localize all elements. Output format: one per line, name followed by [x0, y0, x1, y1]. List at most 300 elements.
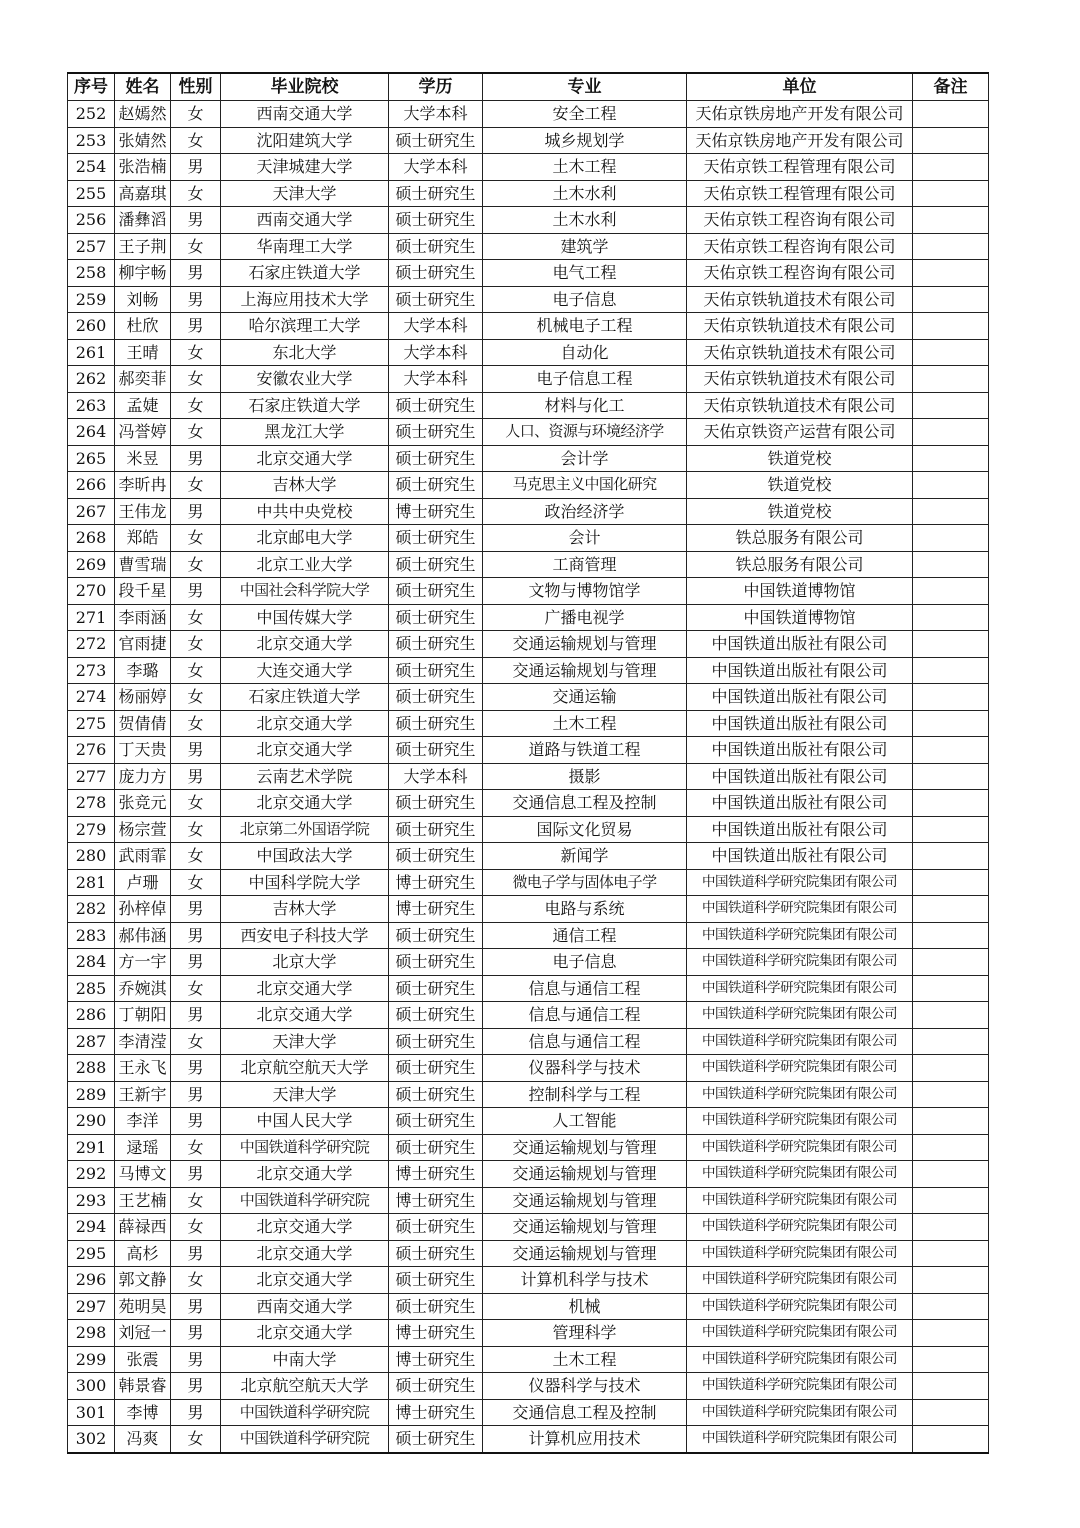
degree-cell: 硕士研究生: [389, 975, 483, 1002]
school-cell: 北京交通大学: [221, 445, 389, 472]
unit-cell: 中国铁道科学研究院集团有限公司: [687, 1028, 913, 1055]
school-cell: 北京交通大学: [221, 1267, 389, 1294]
major-cell: 电子信息工程: [483, 366, 687, 393]
major-cell: 机械: [483, 1293, 687, 1320]
degree-cell: 硕士研究生: [389, 684, 483, 711]
unit-cell: 天佑京铁轨道技术有限公司: [687, 366, 913, 393]
unit-cell: 中国铁道科学研究院集团有限公司: [687, 1081, 913, 1108]
seq-cell: 288: [68, 1055, 115, 1082]
unit-cell: 中国铁道科学研究院集团有限公司: [687, 869, 913, 896]
gender-cell: 女: [171, 551, 221, 578]
table-row: [68, 101, 989, 128]
remark-cell: [913, 763, 989, 790]
school-cell: 西南交通大学: [221, 1293, 389, 1320]
name-cell: 李昕冉: [115, 472, 171, 499]
name-cell: 杜欣: [115, 313, 171, 340]
name-cell: 刘畅: [115, 286, 171, 313]
gender-cell: 女: [171, 843, 221, 870]
remark-cell: [913, 896, 989, 923]
degree-cell: 硕士研究生: [389, 949, 483, 976]
table-row: [68, 604, 989, 631]
remark-cell: [913, 922, 989, 949]
school-cell: 西南交通大学: [221, 207, 389, 234]
unit-cell: 中国铁道博物馆: [687, 578, 913, 605]
remark-cell: [913, 525, 989, 552]
table-row: [68, 445, 989, 472]
seq-cell: 295: [68, 1240, 115, 1267]
name-cell: 王永飞: [115, 1055, 171, 1082]
degree-cell: 硕士研究生: [389, 445, 483, 472]
degree-cell: 硕士研究生: [389, 286, 483, 313]
major-cell: 文物与博物馆学: [483, 578, 687, 605]
degree-cell: 硕士研究生: [389, 790, 483, 817]
degree-cell: 硕士研究生: [389, 233, 483, 260]
major-cell: 交通信息工程及控制: [483, 1399, 687, 1426]
degree-cell: 硕士研究生: [389, 1267, 483, 1294]
major-cell: 计算机科学与技术: [483, 1267, 687, 1294]
major-cell: 电子信息: [483, 286, 687, 313]
seq-cell: 254: [68, 154, 115, 181]
gender-cell: 男: [171, 578, 221, 605]
major-cell: 计算机应用技术: [483, 1426, 687, 1453]
gender-cell: 男: [171, 896, 221, 923]
unit-cell: 中国铁道出版社有限公司: [687, 684, 913, 711]
table-row: [68, 207, 989, 234]
seq-cell: 271: [68, 604, 115, 631]
degree-cell: 博士研究生: [389, 1187, 483, 1214]
school-cell: 沈阳建筑大学: [221, 127, 389, 154]
seq-cell: 253: [68, 127, 115, 154]
unit-cell: 中国铁道出版社有限公司: [687, 843, 913, 870]
remark-cell: [913, 366, 989, 393]
remark-cell: [913, 1134, 989, 1161]
seq-cell: 260: [68, 313, 115, 340]
degree-cell: 硕士研究生: [389, 1002, 483, 1029]
name-cell: 高杉: [115, 1240, 171, 1267]
school-cell: 北京航空航天大学: [221, 1373, 389, 1400]
remark-cell: [913, 1214, 989, 1241]
gender-cell: 女: [171, 339, 221, 366]
school-cell: 黑龙江大学: [221, 419, 389, 446]
table-row: [68, 1320, 989, 1347]
gender-cell: 男: [171, 207, 221, 234]
gender-cell: 男: [171, 1320, 221, 1347]
header-school: 毕业院校: [221, 73, 389, 101]
table-row: [68, 1240, 989, 1267]
major-cell: 信息与通信工程: [483, 1028, 687, 1055]
degree-cell: 硕士研究生: [389, 207, 483, 234]
school-cell: 天津大学: [221, 1028, 389, 1055]
name-cell: 高嘉琪: [115, 180, 171, 207]
major-cell: 交通运输规划与管理: [483, 657, 687, 684]
gender-cell: 女: [171, 127, 221, 154]
table-row: [68, 578, 989, 605]
school-cell: 石家庄铁道大学: [221, 684, 389, 711]
gender-cell: 女: [171, 869, 221, 896]
degree-cell: 硕士研究生: [389, 392, 483, 419]
remark-cell: [913, 684, 989, 711]
unit-cell: 中国铁道出版社有限公司: [687, 790, 913, 817]
seq-cell: 274: [68, 684, 115, 711]
gender-cell: 女: [171, 1028, 221, 1055]
major-cell: 政治经济学: [483, 498, 687, 525]
unit-cell: 中国铁道出版社有限公司: [687, 657, 913, 684]
remark-cell: [913, 1108, 989, 1135]
name-cell: 武雨霏: [115, 843, 171, 870]
gender-cell: 女: [171, 233, 221, 260]
gender-cell: 男: [171, 1081, 221, 1108]
gender-cell: 男: [171, 1002, 221, 1029]
school-cell: 中国铁道科学研究院: [221, 1426, 389, 1453]
school-cell: 北京交通大学: [221, 1240, 389, 1267]
header-major: 专业: [483, 73, 687, 101]
seq-cell: 277: [68, 763, 115, 790]
school-cell: 北京邮电大学: [221, 525, 389, 552]
school-cell: 北京工业大学: [221, 551, 389, 578]
gender-cell: 男: [171, 313, 221, 340]
table-row: [68, 684, 989, 711]
table-row: [68, 816, 989, 843]
remark-cell: [913, 816, 989, 843]
remark-cell: [913, 154, 989, 181]
school-cell: 中国铁道科学研究院: [221, 1399, 389, 1426]
name-cell: 张竞元: [115, 790, 171, 817]
name-cell: 王艺楠: [115, 1187, 171, 1214]
seq-cell: 284: [68, 949, 115, 976]
unit-cell: 中国铁道出版社有限公司: [687, 710, 913, 737]
gender-cell: 男: [171, 922, 221, 949]
remark-cell: [913, 180, 989, 207]
degree-cell: 硕士研究生: [389, 710, 483, 737]
table-row: [68, 1399, 989, 1426]
school-cell: 中国铁道科学研究院: [221, 1134, 389, 1161]
major-cell: 微电子学与固体电子学: [483, 869, 687, 896]
header-remark: 备注: [913, 73, 989, 101]
gender-cell: 男: [171, 1108, 221, 1135]
degree-cell: 硕士研究生: [389, 1214, 483, 1241]
table-row: [68, 1134, 989, 1161]
remark-cell: [913, 975, 989, 1002]
personnel-table: [67, 72, 989, 1454]
table-row: [68, 233, 989, 260]
school-cell: 上海应用技术大学: [221, 286, 389, 313]
gender-cell: 男: [171, 1055, 221, 1082]
seq-cell: 262: [68, 366, 115, 393]
major-cell: 电子信息: [483, 949, 687, 976]
gender-cell: 男: [171, 1346, 221, 1373]
seq-cell: 298: [68, 1320, 115, 1347]
table-row: [68, 1214, 989, 1241]
name-cell: 贺倩倩: [115, 710, 171, 737]
table-row: [68, 472, 989, 499]
table-row: [68, 869, 989, 896]
gender-cell: 女: [171, 180, 221, 207]
remark-cell: [913, 1055, 989, 1082]
major-cell: 交通运输规划与管理: [483, 1240, 687, 1267]
major-cell: 马克思主义中国化研究: [483, 472, 687, 499]
remark-cell: [913, 445, 989, 472]
seq-cell: 293: [68, 1187, 115, 1214]
seq-cell: 268: [68, 525, 115, 552]
major-cell: 土木水利: [483, 180, 687, 207]
name-cell: 张婧然: [115, 127, 171, 154]
seq-cell: 273: [68, 657, 115, 684]
seq-cell: 279: [68, 816, 115, 843]
school-cell: 石家庄铁道大学: [221, 260, 389, 287]
remark-cell: [913, 101, 989, 128]
remark-cell: [913, 233, 989, 260]
unit-cell: 天佑京铁轨道技术有限公司: [687, 286, 913, 313]
name-cell: 张浩楠: [115, 154, 171, 181]
gender-cell: 男: [171, 445, 221, 472]
table-row: [68, 1267, 989, 1294]
gender-cell: 男: [171, 1373, 221, 1400]
major-cell: 工商管理: [483, 551, 687, 578]
degree-cell: 硕士研究生: [389, 816, 483, 843]
school-cell: 大连交通大学: [221, 657, 389, 684]
seq-cell: 301: [68, 1399, 115, 1426]
gender-cell: 男: [171, 949, 221, 976]
remark-cell: [913, 1293, 989, 1320]
school-cell: 东北大学: [221, 339, 389, 366]
unit-cell: 中国铁道博物馆: [687, 604, 913, 631]
unit-cell: 天佑京铁资产运营有限公司: [687, 419, 913, 446]
degree-cell: 博士研究生: [389, 498, 483, 525]
name-cell: 韩景睿: [115, 1373, 171, 1400]
seq-cell: 281: [68, 869, 115, 896]
unit-cell: 中国铁道科学研究院集团有限公司: [687, 1214, 913, 1241]
major-cell: 会计: [483, 525, 687, 552]
table-row: [68, 313, 989, 340]
degree-cell: 博士研究生: [389, 1161, 483, 1188]
major-cell: 土木工程: [483, 154, 687, 181]
name-cell: 王伟龙: [115, 498, 171, 525]
table-row: [68, 260, 989, 287]
unit-cell: 中国铁道科学研究院集团有限公司: [687, 1002, 913, 1029]
table-row: [68, 1055, 989, 1082]
major-cell: 管理科学: [483, 1320, 687, 1347]
major-cell: 人工智能: [483, 1108, 687, 1135]
name-cell: 李博: [115, 1399, 171, 1426]
major-cell: 信息与通信工程: [483, 975, 687, 1002]
school-cell: 中共中央党校: [221, 498, 389, 525]
unit-cell: 天佑京铁轨道技术有限公司: [687, 392, 913, 419]
remark-cell: [913, 1240, 989, 1267]
name-cell: 孟婕: [115, 392, 171, 419]
seq-cell: 270: [68, 578, 115, 605]
unit-cell: 中国铁道出版社有限公司: [687, 631, 913, 658]
gender-cell: 女: [171, 472, 221, 499]
degree-cell: 大学本科: [389, 366, 483, 393]
unit-cell: 中国铁道科学研究院集团有限公司: [687, 1240, 913, 1267]
major-cell: 交通运输规划与管理: [483, 1187, 687, 1214]
gender-cell: 女: [171, 1214, 221, 1241]
table-row: [68, 339, 989, 366]
seq-cell: 276: [68, 737, 115, 764]
degree-cell: 硕士研究生: [389, 1134, 483, 1161]
major-cell: 国际文化贸易: [483, 816, 687, 843]
school-cell: 西南交通大学: [221, 101, 389, 128]
table-row: [68, 975, 989, 1002]
seq-cell: 252: [68, 101, 115, 128]
unit-cell: 天佑京铁轨道技术有限公司: [687, 339, 913, 366]
major-cell: 土木工程: [483, 710, 687, 737]
table-row: [68, 154, 989, 181]
remark-cell: [913, 710, 989, 737]
name-cell: 郑皓: [115, 525, 171, 552]
major-cell: 交通运输规划与管理: [483, 1214, 687, 1241]
seq-cell: 255: [68, 180, 115, 207]
remark-cell: [913, 207, 989, 234]
name-cell: 丁天贵: [115, 737, 171, 764]
unit-cell: 中国铁道出版社有限公司: [687, 763, 913, 790]
gender-cell: 男: [171, 154, 221, 181]
name-cell: 李雨涵: [115, 604, 171, 631]
seq-cell: 264: [68, 419, 115, 446]
degree-cell: 硕士研究生: [389, 1293, 483, 1320]
major-cell: 建筑学: [483, 233, 687, 260]
table-row: [68, 657, 989, 684]
seq-cell: 257: [68, 233, 115, 260]
school-cell: 中国传媒大学: [221, 604, 389, 631]
degree-cell: 硕士研究生: [389, 843, 483, 870]
remark-cell: [913, 472, 989, 499]
school-cell: 安徽农业大学: [221, 366, 389, 393]
unit-cell: 中国铁道科学研究院集团有限公司: [687, 1399, 913, 1426]
major-cell: 交通信息工程及控制: [483, 790, 687, 817]
gender-cell: 男: [171, 763, 221, 790]
degree-cell: 大学本科: [389, 339, 483, 366]
degree-cell: 硕士研究生: [389, 631, 483, 658]
remark-cell: [913, 790, 989, 817]
unit-cell: 中国铁道科学研究院集团有限公司: [687, 975, 913, 1002]
table-row: [68, 498, 989, 525]
remark-cell: [913, 1187, 989, 1214]
unit-cell: 中国铁道科学研究院集团有限公司: [687, 1293, 913, 1320]
name-cell: 王子荆: [115, 233, 171, 260]
seq-cell: 294: [68, 1214, 115, 1241]
name-cell: 李清滢: [115, 1028, 171, 1055]
remark-cell: [913, 843, 989, 870]
table-row: [68, 949, 989, 976]
degree-cell: 硕士研究生: [389, 604, 483, 631]
major-cell: 道路与铁道工程: [483, 737, 687, 764]
school-cell: 中南大学: [221, 1346, 389, 1373]
remark-cell: [913, 737, 989, 764]
remark-cell: [913, 498, 989, 525]
name-cell: 米昱: [115, 445, 171, 472]
name-cell: 马博文: [115, 1161, 171, 1188]
name-cell: 丁朝阳: [115, 1002, 171, 1029]
unit-cell: 中国铁道科学研究院集团有限公司: [687, 1108, 913, 1135]
school-cell: 北京交通大学: [221, 710, 389, 737]
degree-cell: 大学本科: [389, 101, 483, 128]
seq-cell: 261: [68, 339, 115, 366]
table-row: [68, 1373, 989, 1400]
table-row: [68, 127, 989, 154]
name-cell: 乔婉淇: [115, 975, 171, 1002]
table-row: [68, 710, 989, 737]
major-cell: 材料与化工: [483, 392, 687, 419]
name-cell: 曹雪瑞: [115, 551, 171, 578]
seq-cell: 256: [68, 207, 115, 234]
remark-cell: [913, 1161, 989, 1188]
gender-cell: 女: [171, 1187, 221, 1214]
gender-cell: 男: [171, 737, 221, 764]
seq-cell: 280: [68, 843, 115, 870]
seq-cell: 290: [68, 1108, 115, 1135]
major-cell: 电气工程: [483, 260, 687, 287]
gender-cell: 女: [171, 101, 221, 128]
major-cell: 通信工程: [483, 922, 687, 949]
name-cell: 柳宇畅: [115, 260, 171, 287]
table-row: [68, 525, 989, 552]
unit-cell: 中国铁道科学研究院集团有限公司: [687, 922, 913, 949]
degree-cell: 博士研究生: [389, 1346, 483, 1373]
school-cell: 天津大学: [221, 180, 389, 207]
gender-cell: 男: [171, 1399, 221, 1426]
remark-cell: [913, 1002, 989, 1029]
major-cell: 新闻学: [483, 843, 687, 870]
degree-cell: 硕士研究生: [389, 657, 483, 684]
major-cell: 会计学: [483, 445, 687, 472]
gender-cell: 女: [171, 684, 221, 711]
name-cell: 苑明昊: [115, 1293, 171, 1320]
gender-cell: 女: [171, 604, 221, 631]
remark-cell: [913, 1267, 989, 1294]
name-cell: 方一宇: [115, 949, 171, 976]
header-row: [68, 73, 989, 101]
table-row: [68, 180, 989, 207]
school-cell: 北京交通大学: [221, 737, 389, 764]
name-cell: 卢珊: [115, 869, 171, 896]
unit-cell: 铁道党校: [687, 498, 913, 525]
seq-cell: 291: [68, 1134, 115, 1161]
name-cell: 张震: [115, 1346, 171, 1373]
gender-cell: 女: [171, 1426, 221, 1453]
name-cell: 薛禄西: [115, 1214, 171, 1241]
table-row: [68, 1346, 989, 1373]
table-row: [68, 843, 989, 870]
unit-cell: 铁总服务有限公司: [687, 525, 913, 552]
school-cell: 中国人民大学: [221, 1108, 389, 1135]
name-cell: 官雨捷: [115, 631, 171, 658]
name-cell: 郝伟涵: [115, 922, 171, 949]
degree-cell: 硕士研究生: [389, 551, 483, 578]
seq-cell: 259: [68, 286, 115, 313]
gender-cell: 女: [171, 975, 221, 1002]
table-row: [68, 1028, 989, 1055]
major-cell: 土木水利: [483, 207, 687, 234]
name-cell: 王新宇: [115, 1081, 171, 1108]
school-cell: 北京交通大学: [221, 1214, 389, 1241]
unit-cell: 中国铁道出版社有限公司: [687, 816, 913, 843]
remark-cell: [913, 949, 989, 976]
gender-cell: 男: [171, 286, 221, 313]
seq-cell: 302: [68, 1426, 115, 1453]
table-row: [68, 1002, 989, 1029]
seq-cell: 297: [68, 1293, 115, 1320]
gender-cell: 女: [171, 790, 221, 817]
school-cell: 北京交通大学: [221, 1161, 389, 1188]
seq-cell: 282: [68, 896, 115, 923]
major-cell: 摄影: [483, 763, 687, 790]
header-gender: 性别: [171, 73, 221, 101]
gender-cell: 女: [171, 1267, 221, 1294]
seq-cell: 292: [68, 1161, 115, 1188]
degree-cell: 硕士研究生: [389, 419, 483, 446]
seq-cell: 258: [68, 260, 115, 287]
